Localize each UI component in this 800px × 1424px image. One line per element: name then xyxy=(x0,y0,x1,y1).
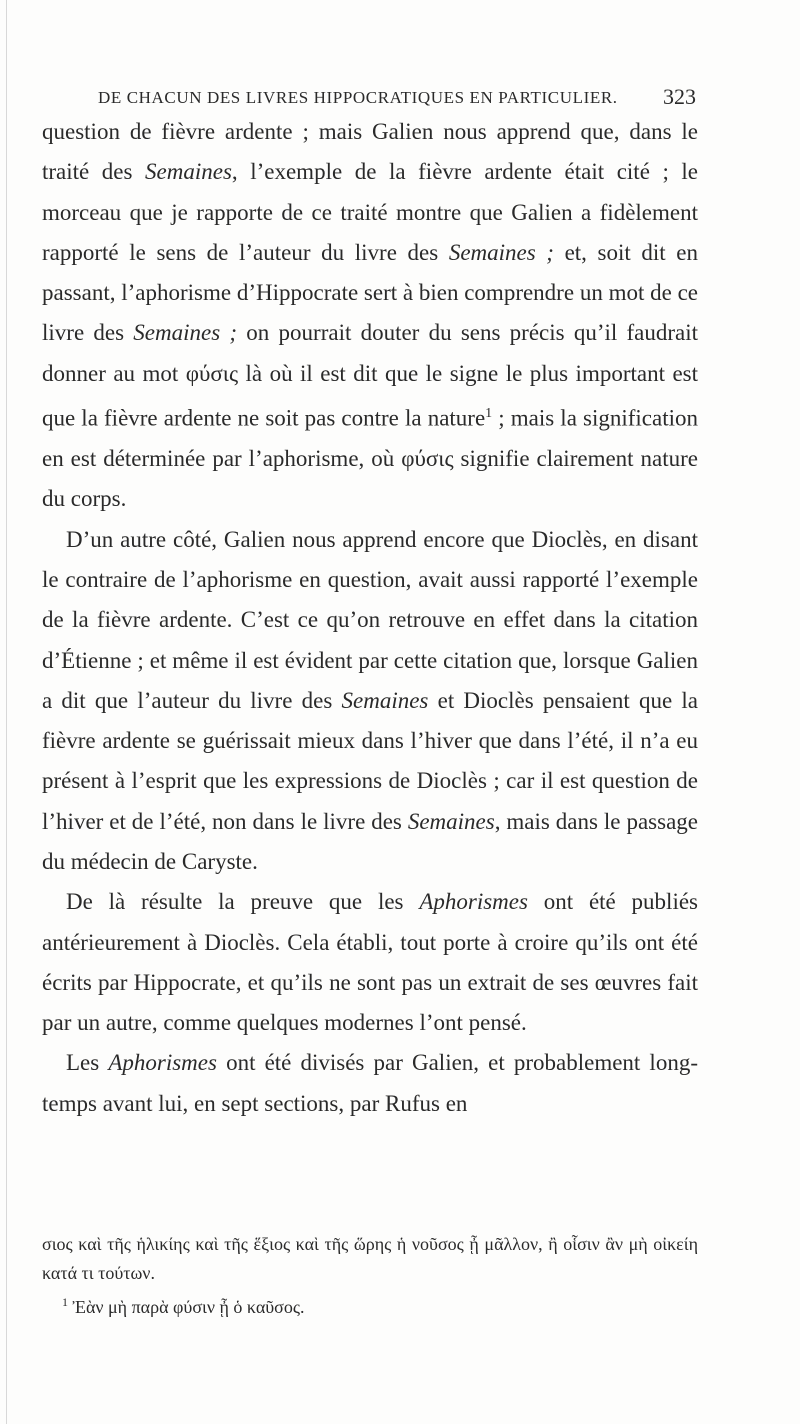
footnote-marker: 1 xyxy=(62,1295,68,1309)
page-edge-line xyxy=(6,0,7,1424)
footnote-1 xyxy=(42,1288,698,1322)
paragraph-2 xyxy=(42,520,698,883)
italic-title: Semaines xyxy=(145,159,232,185)
page-number: 323 xyxy=(663,84,696,109)
text-run: Les xyxy=(66,1050,109,1076)
footnote-reference: 1 xyxy=(485,406,493,422)
text-run: , l’exemple de la fièvre ardente était cité ; le morceau que je rapporte de ce traité montre que Galien a fidèlement rapporté le sens de l’auteur du livre des xyxy=(42,159,699,265)
paragraph-3 xyxy=(42,882,698,1043)
running-header xyxy=(98,84,696,109)
paragraph-1 xyxy=(42,112,698,520)
paragraph-4 xyxy=(42,1043,698,1124)
text-run: D’un autre côté, Galien nous apprend encore que Dioclès, en disant le contraire de l’aphorisme en question, avait aussi rapporté l’exemple de la fièvre ardente. C’est ce qu’on retrouve en effet dans la citation d’Étienne ; et même il est évident par cette citation que, lorsque Galien a dit que l’auteur du livre des xyxy=(42,526,698,713)
footnote-continuation: σιος καὶ τῆς ἡλικίης καὶ τῆς ἕξιος καὶ τῆς ὥρης ἡ νοῦσος ᾖ μᾶλλον, ἢ οἷσιν ἂν μὴ οἰκείη κατά τι τούτων. xyxy=(42,1234,698,1283)
running-title: DE CHACUN DES LIVRES HIPPOCRATIQUES EN PARTICULIER. xyxy=(98,88,618,107)
text-run: ; mais la signification en est déterminée par l’aphorisme, où φύσις signifie clairement nature du corps. xyxy=(42,405,698,512)
text-run: et, soit dit en passant, l’aphorisme d’Hippocrate sert à bien comprendre un mot de ce livre des xyxy=(42,239,699,346)
italic-title: Semaines xyxy=(341,687,429,713)
text-run: question de fièvre ardente ; mais Galien nous apprend que, dans le traité des xyxy=(42,119,698,185)
text-run: , mais dans le passage du médecin de Caryste. xyxy=(42,808,698,874)
italic-title: Semaines ; xyxy=(133,320,238,346)
footnotes xyxy=(42,1230,698,1322)
text-run: De là résulte la preuve que les xyxy=(66,889,420,915)
text-run: et Dioclès pensaient que la fièvre ardente se guérissait mieux dans l’hiver que dans l’été, il n’a eu présent à l’esprit que les expressions de Dioclès ; car il est question de l’hiver et de l’été, non dans le livre des xyxy=(42,687,698,834)
text-run: ont été divisés par Galien, et probablement long-temps avant lui, en sept sections, par Rufus en xyxy=(42,1050,698,1116)
text-run: ont été publiés antérieurement à Dioclès. Cela établi, tout porte à croire qu’ils ont été écrits par Hippocrate, et qu’ils ne sont pas un extrait de ses œuvres fait par un autre, comme quelques modernes l’ont pensé. xyxy=(42,889,698,1036)
italic-title: Semaines ; xyxy=(448,239,554,265)
main-text xyxy=(42,112,698,1124)
italic-title: Semaines xyxy=(407,808,495,834)
footnote-text: Ἐὰν μὴ παρὰ φύσιν ᾖ ὁ καῦσος. xyxy=(72,1297,305,1317)
italic-title: Aphorismes xyxy=(108,1050,217,1076)
italic-title: Aphorismes xyxy=(419,889,528,915)
text-run: on pourrait douter du sens précis qu’il faudrait donner au mot φύσις là où il est dit que le signe le plus important est que la fièvre ardente ne soit pas contre la nature xyxy=(42,320,699,431)
